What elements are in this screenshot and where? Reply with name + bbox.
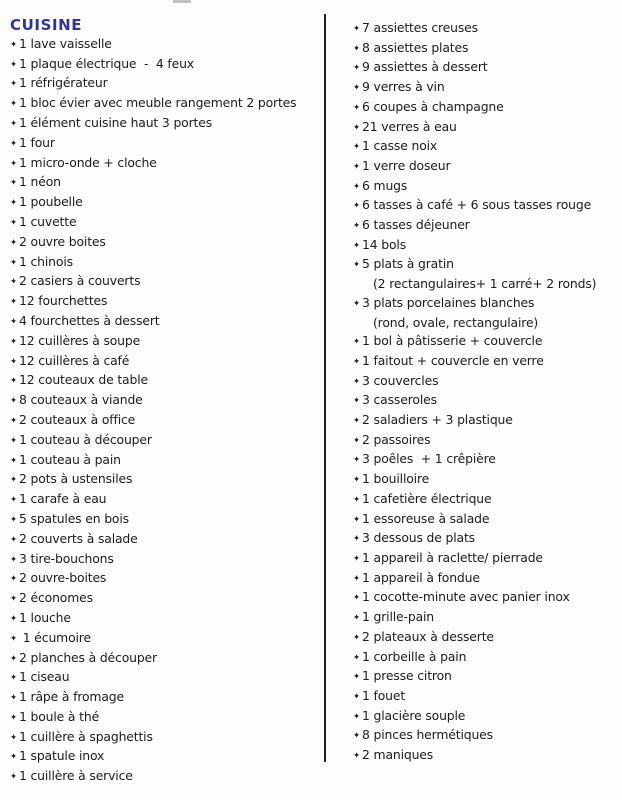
list-item-text: 1 verre doseur bbox=[362, 157, 451, 173]
column-divider-rule bbox=[324, 14, 326, 762]
list-item bbox=[10, 154, 322, 174]
bullet-icon: ✦ bbox=[353, 396, 360, 407]
list-item bbox=[353, 137, 619, 157]
list-item-text: 2 planches à découper bbox=[19, 649, 157, 665]
bullet-icon: ✦ bbox=[353, 83, 360, 94]
list-item bbox=[353, 490, 619, 510]
bullet-icon: ✦ bbox=[10, 217, 17, 228]
list-item bbox=[10, 510, 322, 530]
list-item bbox=[10, 609, 322, 629]
list-item-text: 1 bouilloire bbox=[362, 471, 430, 487]
bullet-icon: ✦ bbox=[353, 534, 360, 545]
list-item bbox=[10, 134, 322, 154]
list-item bbox=[10, 747, 322, 767]
list-item-text: 9 assiettes à dessert bbox=[362, 59, 488, 75]
list-item bbox=[10, 530, 322, 550]
list-item bbox=[10, 371, 322, 391]
list-item bbox=[353, 667, 619, 687]
list-item bbox=[353, 314, 619, 333]
list-item-text: 14 bols bbox=[362, 236, 406, 252]
list-item-text: 3 tire-bouchons bbox=[19, 550, 114, 566]
left-column-list bbox=[10, 35, 322, 787]
list-item bbox=[10, 213, 322, 233]
list-item-text: 6 coupes à champagne bbox=[362, 98, 504, 114]
bullet-icon: ✦ bbox=[353, 298, 360, 309]
bullet-icon: ✦ bbox=[353, 260, 360, 271]
list-item bbox=[10, 767, 322, 787]
bullet-icon: ✦ bbox=[10, 712, 17, 723]
list-item-text: 1 carafe à eau bbox=[19, 491, 107, 507]
list-item-text: 4 fourchettes à dessert bbox=[19, 312, 160, 328]
list-item-text: 7 assiettes creuses bbox=[362, 20, 478, 35]
list-item-text: 12 cuillères à soupe bbox=[19, 332, 141, 348]
list-item bbox=[353, 98, 619, 118]
list-item-text: 1 couteau à pain bbox=[19, 451, 121, 467]
list-item-text: 1 spatule inox bbox=[19, 748, 105, 764]
bullet-icon: ✦ bbox=[10, 39, 17, 50]
list-item-text: 2 maniques bbox=[362, 747, 434, 763]
bullet-icon: ✦ bbox=[353, 240, 360, 251]
bullet-icon: ✦ bbox=[10, 752, 17, 763]
bullet-icon: ✦ bbox=[10, 633, 17, 644]
list-item-text: 2 ouvre boites bbox=[19, 233, 106, 249]
list-item-text: 1 presse citron bbox=[362, 668, 452, 684]
list-item bbox=[10, 649, 322, 669]
bullet-icon: ✦ bbox=[10, 534, 17, 545]
list-item bbox=[353, 648, 619, 668]
list-item-text: (2 rectangulaires+ 1 carré+ 2 ronds) bbox=[373, 276, 597, 292]
bullet-icon: ✦ bbox=[10, 554, 17, 565]
bullet-icon: ✦ bbox=[10, 79, 17, 90]
list-item-text: 1 poubelle bbox=[19, 194, 83, 210]
bullet-icon: ✦ bbox=[10, 59, 17, 70]
list-item-text: 1 boule à thé bbox=[19, 708, 100, 724]
list-item-text: 1 bol à pâtisserie + couvercle bbox=[362, 333, 543, 349]
list-item bbox=[353, 294, 619, 314]
list-item-text: 1 appareil à fondue bbox=[362, 569, 480, 585]
list-item bbox=[10, 114, 322, 134]
list-item bbox=[10, 74, 322, 94]
list-item-text: 2 casiers à couverts bbox=[19, 273, 141, 289]
bullet-icon: ✦ bbox=[353, 102, 360, 113]
bullet-icon: ✦ bbox=[353, 161, 360, 172]
bullet-icon: ✦ bbox=[353, 573, 360, 584]
list-item-text: 2 couverts à salade bbox=[19, 530, 138, 546]
list-item bbox=[353, 39, 619, 59]
list-item bbox=[353, 726, 619, 746]
list-item bbox=[10, 431, 322, 451]
bullet-icon: ✦ bbox=[353, 751, 360, 762]
bullet-icon: ✦ bbox=[10, 772, 17, 783]
bullet-icon: ✦ bbox=[353, 221, 360, 232]
list-item bbox=[353, 569, 619, 589]
list-item bbox=[10, 490, 322, 510]
list-item bbox=[10, 411, 322, 431]
bullet-icon: ✦ bbox=[10, 356, 17, 367]
bullet-icon: ✦ bbox=[353, 593, 360, 604]
list-item-text: 3 casseroles bbox=[362, 392, 437, 408]
bullet-icon: ✦ bbox=[10, 118, 17, 129]
list-item bbox=[10, 332, 322, 352]
list-item bbox=[353, 707, 619, 727]
list-item bbox=[353, 275, 619, 294]
list-item-text: 1 fouet bbox=[362, 687, 406, 703]
bullet-icon: ✦ bbox=[10, 178, 17, 189]
list-item-text: 1 écumoire bbox=[19, 629, 91, 645]
list-item bbox=[353, 391, 619, 411]
list-item-text: 1 cuillère à service bbox=[19, 768, 133, 784]
bullet-icon: ✦ bbox=[10, 158, 17, 169]
list-item-text: 1 micro-onde + cloche bbox=[19, 154, 157, 170]
list-item bbox=[10, 272, 322, 292]
list-item-text: 1 louche bbox=[19, 609, 71, 625]
list-item-text: 21 verres à eau bbox=[362, 118, 457, 134]
list-item bbox=[10, 728, 322, 748]
right-column-list bbox=[353, 19, 619, 766]
bullet-icon: ✦ bbox=[353, 337, 360, 348]
list-item-text: 8 assiettes plates bbox=[362, 39, 469, 55]
list-item bbox=[10, 352, 322, 372]
bullet-icon: ✦ bbox=[10, 673, 17, 684]
list-item bbox=[353, 19, 619, 39]
bullet-icon: ✦ bbox=[353, 356, 360, 367]
list-item-text: 1 cuvette bbox=[19, 213, 77, 229]
list-item bbox=[353, 332, 619, 352]
list-item-text: 3 poêles + 1 crêpière bbox=[362, 451, 496, 467]
bullet-icon: ✦ bbox=[10, 336, 17, 347]
list-item-text: 6 tasses déjeuner bbox=[362, 217, 470, 233]
right-column bbox=[353, 19, 619, 766]
bullet-icon: ✦ bbox=[353, 416, 360, 427]
list-item bbox=[10, 629, 322, 649]
list-item bbox=[353, 236, 619, 256]
bullet-icon: ✦ bbox=[10, 316, 17, 327]
list-item-text: 1 réfrigérateur bbox=[19, 75, 108, 91]
list-item-text: 2 économes bbox=[19, 590, 93, 606]
list-item bbox=[353, 529, 619, 549]
list-item-text: 1 essoreuse à salade bbox=[362, 510, 490, 526]
list-item-text: 2 couteaux à office bbox=[19, 411, 136, 427]
bullet-icon: ✦ bbox=[10, 396, 17, 407]
list-item-text: 5 spatules en bois bbox=[19, 510, 129, 526]
bullet-icon: ✦ bbox=[10, 257, 17, 268]
list-item bbox=[353, 687, 619, 707]
list-item-text: 12 couteaux de table bbox=[19, 372, 148, 388]
list-item-text: 1 cuillère à spaghettis bbox=[19, 728, 153, 744]
list-item bbox=[10, 55, 322, 75]
list-item bbox=[10, 550, 322, 570]
list-item bbox=[10, 94, 322, 114]
list-item bbox=[353, 549, 619, 569]
bullet-icon: ✦ bbox=[353, 455, 360, 466]
bullet-icon: ✦ bbox=[353, 652, 360, 663]
list-item bbox=[10, 312, 322, 332]
list-item bbox=[353, 628, 619, 648]
list-item bbox=[353, 411, 619, 431]
page-title: CUISINE bbox=[10, 16, 83, 34]
list-item-text: 1 four bbox=[19, 134, 55, 150]
list-item bbox=[10, 451, 322, 471]
bullet-icon: ✦ bbox=[353, 731, 360, 742]
list-item-text: 2 pots à ustensiles bbox=[19, 471, 133, 487]
list-item-text: 1 cocotte-minute avec panier inox bbox=[362, 589, 570, 605]
bullet-icon: ✦ bbox=[10, 415, 17, 426]
bullet-icon: ✦ bbox=[353, 122, 360, 133]
bullet-icon: ✦ bbox=[353, 514, 360, 525]
list-item-text: 1 cafetière électrique bbox=[362, 490, 492, 506]
list-item bbox=[353, 372, 619, 392]
list-item-text: 9 verres à vin bbox=[362, 79, 445, 95]
list-item bbox=[10, 193, 322, 213]
bullet-icon: ✦ bbox=[353, 553, 360, 564]
list-item-text: 1 faitout + couvercle en verre bbox=[362, 352, 544, 368]
list-item bbox=[353, 118, 619, 138]
bullet-icon: ✦ bbox=[353, 201, 360, 212]
list-item bbox=[353, 450, 619, 470]
list-item bbox=[353, 746, 619, 766]
list-item bbox=[353, 588, 619, 608]
bullet-icon: ✦ bbox=[353, 43, 360, 54]
list-item-text: 1 grille-pain bbox=[362, 609, 435, 625]
list-item bbox=[10, 233, 322, 253]
list-item-text: 1 casse noix bbox=[362, 138, 438, 154]
list-item bbox=[10, 708, 322, 728]
list-item bbox=[10, 35, 322, 55]
bullet-icon: ✦ bbox=[353, 63, 360, 74]
list-item bbox=[10, 470, 322, 490]
list-item-text: 1 chinois bbox=[19, 253, 73, 269]
list-item-text: 2 plateaux à desserte bbox=[362, 628, 494, 644]
bullet-icon: ✦ bbox=[10, 495, 17, 506]
list-item bbox=[353, 177, 619, 197]
bullet-icon: ✦ bbox=[353, 691, 360, 702]
bullet-icon: ✦ bbox=[353, 24, 360, 34]
bullet-icon: ✦ bbox=[10, 376, 17, 387]
list-item bbox=[10, 589, 322, 609]
page-top-scan-artifact bbox=[173, 0, 191, 3]
list-item-text: 1 néon bbox=[19, 174, 61, 190]
list-item bbox=[353, 196, 619, 216]
list-item-text: 1 glacière souple bbox=[362, 707, 466, 723]
bullet-icon: ✦ bbox=[353, 613, 360, 624]
list-item bbox=[353, 216, 619, 236]
bullet-icon: ✦ bbox=[10, 594, 17, 605]
bullet-icon: ✦ bbox=[353, 475, 360, 486]
list-item bbox=[10, 253, 322, 273]
list-item bbox=[353, 255, 619, 275]
list-item-text: 8 pinces hermétiques bbox=[362, 727, 493, 743]
list-item bbox=[10, 688, 322, 708]
list-item-text: 3 dessous de plats bbox=[362, 530, 475, 546]
list-item bbox=[10, 173, 322, 193]
bullet-icon: ✦ bbox=[10, 613, 17, 624]
list-item-text: 8 couteaux à viande bbox=[19, 392, 143, 408]
list-item bbox=[353, 431, 619, 451]
list-item-text: 1 corbeille à pain bbox=[362, 648, 467, 664]
list-item-text: (rond, ovale, rectangulaire) bbox=[373, 314, 539, 330]
bullet-icon: ✦ bbox=[353, 376, 360, 387]
list-item bbox=[353, 470, 619, 490]
list-item bbox=[353, 157, 619, 177]
bullet-icon: ✦ bbox=[10, 297, 17, 308]
list-item bbox=[10, 292, 322, 312]
list-item-text: 1 râpe à fromage bbox=[19, 689, 124, 705]
list-item bbox=[10, 569, 322, 589]
bullet-icon: ✦ bbox=[10, 198, 17, 209]
bullet-icon: ✦ bbox=[10, 138, 17, 149]
bullet-icon: ✦ bbox=[10, 574, 17, 585]
list-item bbox=[353, 510, 619, 530]
list-item-text: 3 couvercles bbox=[362, 372, 439, 388]
list-item bbox=[353, 58, 619, 78]
list-item-text: 3 plats porcelaines blanches bbox=[362, 294, 535, 310]
bullet-icon: ✦ bbox=[10, 455, 17, 466]
list-item-text: 6 mugs bbox=[362, 177, 408, 193]
bullet-icon: ✦ bbox=[10, 475, 17, 486]
list-item-text: 1 couteau à découper bbox=[19, 431, 152, 447]
bullet-icon: ✦ bbox=[10, 237, 17, 248]
list-item-text: 6 tasses à café + 6 sous tasses rouge bbox=[362, 197, 592, 213]
bullet-icon: ✦ bbox=[353, 672, 360, 683]
list-item-text: 5 plats à gratin bbox=[362, 256, 454, 272]
bullet-icon: ✦ bbox=[10, 277, 17, 288]
bullet-icon: ✦ bbox=[10, 653, 17, 664]
bullet-icon: ✦ bbox=[10, 732, 17, 743]
list-item bbox=[353, 608, 619, 628]
bullet-icon: ✦ bbox=[10, 514, 17, 525]
list-item-text: 1 ciseau bbox=[19, 669, 70, 685]
bullet-icon: ✦ bbox=[353, 632, 360, 643]
list-item-text: 2 saladiers + 3 plastique bbox=[362, 412, 513, 428]
list-item-text: 12 fourchettes bbox=[19, 293, 108, 309]
list-item-text: 2 passoires bbox=[362, 431, 431, 447]
list-item-text: 1 plaque électrique - 4 feux bbox=[19, 55, 194, 71]
left-column bbox=[10, 16, 322, 787]
bullet-icon: ✦ bbox=[353, 711, 360, 722]
bullet-icon: ✦ bbox=[353, 435, 360, 446]
bullet-icon: ✦ bbox=[353, 494, 360, 505]
list-item bbox=[353, 78, 619, 98]
bullet-icon: ✦ bbox=[353, 142, 360, 153]
list-item bbox=[10, 391, 322, 411]
bullet-icon: ✦ bbox=[10, 693, 17, 704]
list-item-text: 12 cuillères à café bbox=[19, 352, 130, 368]
list-item-text: 1 lave vaisselle bbox=[19, 35, 112, 51]
list-item-text: 2 ouvre-boites bbox=[19, 570, 107, 586]
list-item bbox=[353, 352, 619, 372]
list-item-text: 1 bloc évier avec meuble rangement 2 portes bbox=[19, 95, 297, 111]
bullet-icon: ✦ bbox=[10, 435, 17, 446]
list-item-text: 1 élément cuisine haut 3 portes bbox=[19, 114, 213, 130]
bullet-icon: ✦ bbox=[10, 99, 17, 110]
list-item-text: 1 appareil à raclette/ pierrade bbox=[362, 549, 543, 565]
bullet-icon: ✦ bbox=[353, 181, 360, 192]
list-item bbox=[10, 668, 322, 688]
